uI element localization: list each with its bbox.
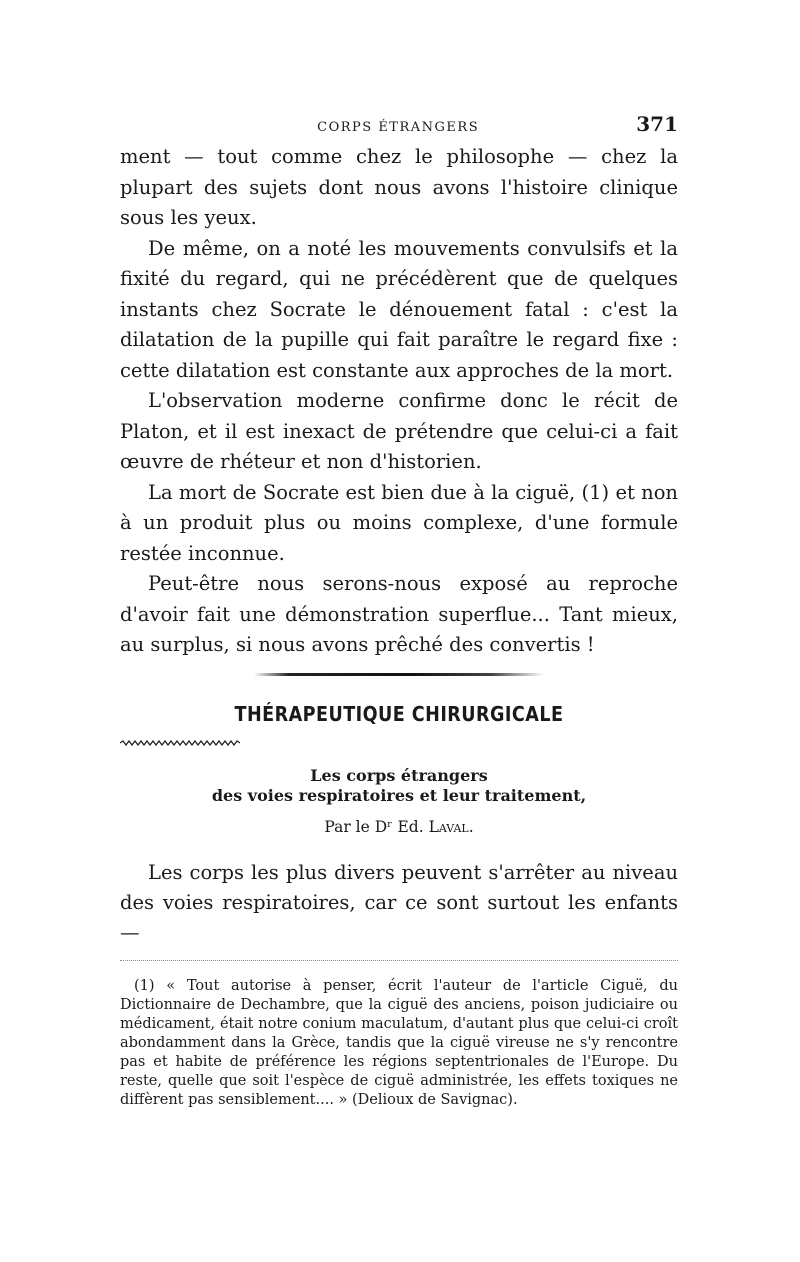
author-name: Laval. (428, 817, 474, 836)
article-body (120, 858, 678, 948)
paragraph: La mort de Socrate est bien due à la ciguë, (1) et non à un produit plus ou moins complexe, d'une formule restée inconnue. (120, 480, 678, 565)
running-title: CORPS ÉTRANGERS (317, 120, 480, 135)
footnote: (1) « Tout autorise à penser, écrit l'auteur de l'article Ciguë, du Dictionnaire de Dechambre, que la ciguë des anciens, poison judiciaire ou médicament, était notre conium maculatum, d'autant plus que celui-ci croît abondamment dans la Grèce, tandis que la ciguë vireuse ne s'y rencontre pas et habite de préférence les régions septentrionales de l'Europe. Du reste, quelle que soit l'espèce de ciguë administrée, les effets toxiques ne diffèrent pas sensiblement.... » (Delioux de Savignac). (120, 977, 678, 1108)
section-heading: THÉRAPEUTIQUE CHIRURGICALE (234, 701, 564, 726)
paragraph: Peut-être nous serons-nous exposé au reproche d'avoir fait une démonstration superflue... Tant mieux, au surplus, si nous avons prêché des convertis ! (120, 572, 678, 656)
section-divider (254, 673, 544, 676)
footnote-separator (120, 960, 678, 961)
article-paragraph: Les corps les plus divers peuvent s'arrêter au niveau des voies respiratoires, car ce sont surtout les enfants — (120, 860, 678, 944)
author-prefix: Par le Dʳ Ed. (324, 817, 424, 836)
running-head (120, 112, 678, 142)
page-number: 371 (636, 112, 678, 136)
wavy-ornament (120, 740, 240, 746)
article-author (120, 818, 678, 836)
body-text (120, 142, 678, 661)
paragraph: L'observation moderne confirme donc le récit de Platon, et il est inexact de prétendre que celui-ci a fait œuvre de rhéteur et non d'historien. (120, 389, 678, 473)
paragraph: ment — tout comme chez le philosophe — chez la plupart des sujets dont nous avons l'histoire clinique sous les yeux. (120, 145, 678, 229)
paragraph: De même, on a noté les mouvements convulsifs et la fixité du regard, qui ne précédèrent que de quelques instants chez Socrate le dénouement fatal : c'est la dilatation de la pupille qui fait paraître le regard fixe : cette dilatation est constante aux approches de la mort. (120, 236, 678, 382)
article-title-line: des voies respiratoires et leur traitement, (211, 785, 587, 805)
article-title-line: Les corps étrangers (310, 765, 488, 785)
article-title (120, 766, 678, 806)
